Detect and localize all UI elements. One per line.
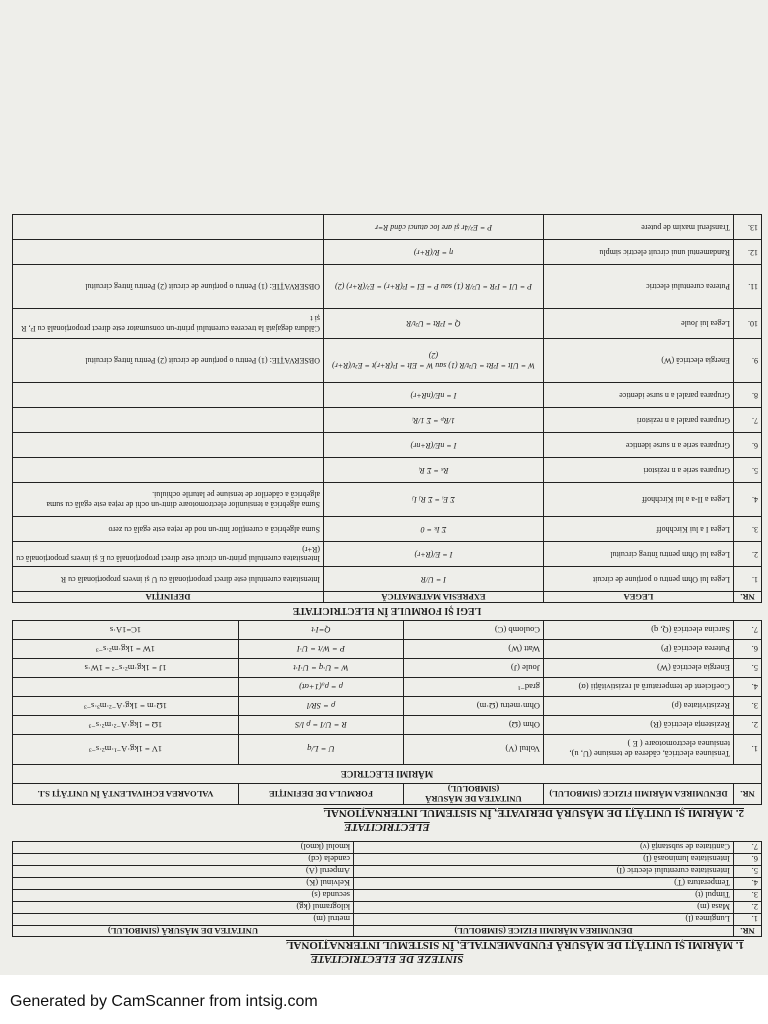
camscanner-footer: Generated by CamScanner from intsig.com (10, 993, 318, 1010)
expression-cell: I = U/R (324, 567, 544, 592)
row-number: 8. (734, 383, 762, 408)
quantity-cell: Intensitatea curentului electric (I) (354, 866, 734, 878)
header-cell: EXPRESIA MATEMATICĂ (324, 592, 544, 603)
row-number: 4. (734, 878, 762, 890)
law-cell: Legea a II-a a lui Kirchhoff (544, 483, 734, 517)
row-number: 11. (734, 265, 762, 309)
row-number: 7. (734, 408, 762, 433)
formula-cell: R = U/I = ρ l/S (239, 716, 404, 735)
definition-cell: Suma algebrică a tensiunilor electromotoare dintr-un ochi de rețea este egală cu suma algebrică a căderilor de tensiune pe laturile ochiului. (13, 483, 324, 517)
table-row (13, 383, 762, 408)
unit-cell: kilogramul (kg) (13, 902, 354, 914)
document-content (12, 214, 762, 967)
definition-cell (13, 383, 324, 408)
section2-title: 2. MĂRIMI ȘI UNITĂȚI DE MĂSURĂ DERIVATE, ÎN SISTEMUL INTERNAȚIONAL (323, 807, 744, 819)
row-number: 7. (734, 842, 762, 854)
row-number: 2. (734, 902, 762, 914)
row-number: 2. (734, 716, 762, 735)
table-row (13, 716, 762, 735)
row-number: 12. (734, 240, 762, 265)
formula-cell: ρ = SR/l (239, 697, 404, 716)
row-number: 6. (734, 433, 762, 458)
table-row (13, 697, 762, 716)
definition-cell (13, 240, 324, 265)
quantity-cell: Timpul (t) (354, 890, 734, 902)
law-cell: Energia electrică (W) (544, 339, 734, 383)
electricitate-label: ELECTRICITATE (344, 821, 430, 833)
unit-cell: candela (cd) (13, 854, 354, 866)
table-row (13, 567, 762, 592)
table-row (13, 433, 762, 458)
law-cell: Legea I a lui Kirchhoff (544, 517, 734, 542)
formula-cell: W = U·q = U·I·t (239, 659, 404, 678)
formula-cell: ρ = ρ₀(1+αt) (239, 678, 404, 697)
row-number: 2. (734, 542, 762, 567)
header-cell: VALOAREA ECHIVALENTĂ ÎN UNITĂȚI S.I. (13, 784, 239, 805)
equivalent-cell: 1J = 1kg·m²·s⁻² = 1W·s (13, 659, 239, 678)
table-row (13, 309, 762, 339)
quantity-cell: Temperatura (T) (354, 878, 734, 890)
table-row (13, 640, 762, 659)
formula-cell: U = L/q (239, 735, 404, 765)
row-number: 1. (734, 567, 762, 592)
quantity-cell: Rezistivitatea (ρ) (544, 697, 734, 716)
quantity-cell: Coeficient de temperatură al rezistivității (α) (544, 678, 734, 697)
header-cell: UNITATEA DE MĂSURĂ (SIMBOLUL) (13, 926, 354, 937)
table-row (13, 458, 762, 483)
row-number: 5. (734, 866, 762, 878)
table-row (13, 339, 762, 383)
expression-cell: Σ Eᵢ = Σ Rⱼ Iⱼ (324, 483, 544, 517)
law-cell: Legea lui Ohm pentru întreg circuitul (544, 542, 734, 567)
quantity-cell: Energia electrică (W) (544, 659, 734, 678)
unit-cell: Kelvinul (K) (13, 878, 354, 890)
definition-cell: Intensitatea curentului printr-un circuit este direct proporțională cu E și invers proporțională cu (R+r) (13, 542, 324, 567)
law-cell: Puterea curentului electric (544, 265, 734, 309)
table-header-row (13, 592, 762, 603)
unit-cell: secunda (s) (13, 890, 354, 902)
section3-title: LEGI ȘI FORMULE ÎN ELECTRICITATE (292, 605, 482, 616)
definition-cell: Căldura degajată la trecerea curentului printr-un consumator este direct proporțională cu I², R și t (13, 309, 324, 339)
equivalent-cell: 1Ω·m = 1kg·A⁻²·m³·s⁻³ (13, 697, 239, 716)
derived-units-table (12, 620, 762, 805)
quantity-cell: Lungimea (l) (354, 914, 734, 926)
definition-cell (13, 215, 324, 240)
equivalent-cell: 1W = 1kg·m²·s⁻³ (13, 640, 239, 659)
row-number: 1. (734, 914, 762, 926)
law-cell: Gruparea serie a n rezistori (544, 458, 734, 483)
row-number: 7. (734, 621, 762, 640)
unit-cell: Joule (J) (404, 659, 544, 678)
unit-cell: Voltul (V) (404, 735, 544, 765)
expression-cell: Q = I²Rt = U²t/R (324, 309, 544, 339)
quantity-cell: Puterea electrică (P) (544, 640, 734, 659)
expression-cell: Rₛ = Σ Rᵢ (324, 458, 544, 483)
definition-cell (13, 408, 324, 433)
quantity-cell: Cantitatea de substanță (ν) (354, 842, 734, 854)
table-row (13, 842, 762, 854)
unit-cell: Ohm·metru (Ω·m) (404, 697, 544, 716)
definition-cell (13, 433, 324, 458)
definition-cell (13, 458, 324, 483)
unit-cell: kmolul (kmol) (13, 842, 354, 854)
expression-cell: P = E²/4r și are loc atunci când R=r (324, 215, 544, 240)
law-cell: Gruparea paralel a n surse identice (544, 383, 734, 408)
row-number: 6. (734, 640, 762, 659)
header-cell: DENUMIREA MĂRIMII FIZICE (SIMBOLUL) (354, 926, 734, 937)
quantity-cell: Sarcina electrică (Q, q) (544, 621, 734, 640)
table-row (13, 542, 762, 567)
equivalent-cell: 1C=1A·s (13, 621, 239, 640)
table-row (13, 240, 762, 265)
equivalent-cell (13, 678, 239, 697)
law-cell: Randamentul unui circuit electric simplu (544, 240, 734, 265)
header-cell: DEFINIȚIA (13, 592, 324, 603)
table-header-row (13, 784, 762, 805)
law-cell: Gruparea serie a n surse identice (544, 433, 734, 458)
expression-cell: η = R/(R+r) (324, 240, 544, 265)
expression-cell: I = E/(R+r) (324, 542, 544, 567)
table-row (13, 517, 762, 542)
table-row (13, 854, 762, 866)
law-cell: Legea lui Ohm pentru o porțiune de circuit (544, 567, 734, 592)
quantity-cell: Masa (m) (354, 902, 734, 914)
definition-cell: OBSERVAȚIE: (1) Pentru o porțiune de circuit (2) Pentru întreg circuitul (13, 339, 324, 383)
row-number: 1. (734, 735, 762, 765)
header-cell: UNITATEA DE MĂSURĂ (SIMBOLUL) (404, 784, 544, 805)
definition-cell: OBSERVAȚIE: (1) Pentru o porțiune de circuit (2) Pentru întreg circuitul (13, 265, 324, 309)
section1-title: 1. MĂRIMI ȘI UNITĂȚI DE MĂSURĂ FUNDAMENTALE, ÎN SISTEMUL INTERNAȚIONAL (286, 939, 744, 951)
expression-cell: I = nE/(nR+r) (324, 383, 544, 408)
row-number: 9. (734, 339, 762, 383)
header-cell: LEGEA (544, 592, 734, 603)
header-cell: DENUMIREA MĂRIMII FIZICE (SIMBOLUL) (544, 784, 734, 805)
law-cell: Transferul maxim de putere (544, 215, 734, 240)
table-row (13, 890, 762, 902)
expression-cell: W = UIt = I²Rt = U²t/R (1) sau W = EIt = I²(R+r)t = E²t/(R+r) (2) (324, 339, 544, 383)
row-number: 6. (734, 854, 762, 866)
equivalent-cell: 1V = 1kg·A⁻¹·m²·s⁻³ (13, 735, 239, 765)
expression-cell: 1/Rₚ = Σ 1/Rᵢ (324, 408, 544, 433)
table-row (13, 265, 762, 309)
definition-cell: Suma algebrică a curenților într-un nod de rețea este egală cu zero (13, 517, 324, 542)
formula-cell: Q=I·t (239, 621, 404, 640)
row-number: 3. (734, 890, 762, 902)
row-number: 3. (734, 517, 762, 542)
law-cell: Legea lui Joule (544, 309, 734, 339)
row-number: 4. (734, 483, 762, 517)
row-number: 5. (734, 659, 762, 678)
table-row (13, 215, 762, 240)
row-number: 3. (734, 697, 762, 716)
quantity-cell: Tensiunea electrică, căderea de tensiune (U, u), tensiunea electromotoare ( E ) (544, 735, 734, 765)
unit-cell: metrul (m) (13, 914, 354, 926)
document-caption: SINTEZE DE ELECTRICITATE (310, 953, 464, 965)
unit-cell: Ohm (Ω) (404, 716, 544, 735)
header-cell: NR. (734, 784, 762, 805)
table-row (13, 659, 762, 678)
unit-cell: grad⁻¹ (404, 678, 544, 697)
quantity-cell: Rezistența electrică (R) (544, 716, 734, 735)
row-number: 10. (734, 309, 762, 339)
table-header-row (13, 926, 762, 937)
table-row (13, 483, 762, 517)
subheader-row (13, 765, 762, 784)
table-row (13, 735, 762, 765)
unit-cell: Amperul (A) (13, 866, 354, 878)
header-cell: NR. (734, 592, 762, 603)
expression-cell: Σ Iₖ = 0 (324, 517, 544, 542)
unit-cell: Coulomb (C) (404, 621, 544, 640)
table-row (13, 408, 762, 433)
table-row (13, 678, 762, 697)
table-row (13, 914, 762, 926)
row-number: 5. (734, 458, 762, 483)
row-number: 4. (734, 678, 762, 697)
subheader-cell: MĂRIMI ELECTRICE (13, 765, 762, 784)
unit-cell: Watt (W) (404, 640, 544, 659)
row-number: 13. (734, 215, 762, 240)
quantity-cell: Intensitatea luminoasă (I) (354, 854, 734, 866)
header-cell: FORMULA DE DEFINIȚIE (239, 784, 404, 805)
expression-cell: P = UI = I²R = U²/R (1) sau P = EI = I²(R+r) = E²/(R+r) (2) (324, 265, 544, 309)
header-cell: NR. (734, 926, 762, 937)
fundamental-units-table (12, 841, 762, 937)
definition-cell: Intensitatea curentului este direct proporțională cu U și invers proporțională cu R (13, 567, 324, 592)
table-row (13, 902, 762, 914)
laws-table (12, 214, 762, 603)
table-row (13, 866, 762, 878)
expression-cell: I = nE/(R+nr) (324, 433, 544, 458)
table-row (13, 878, 762, 890)
equivalent-cell: 1Ω = 1kg·A⁻²·m²·s⁻³ (13, 716, 239, 735)
table-row (13, 621, 762, 640)
law-cell: Gruparea paralel a n rezistori (544, 408, 734, 433)
formula-cell: P = W/t = U·I (239, 640, 404, 659)
